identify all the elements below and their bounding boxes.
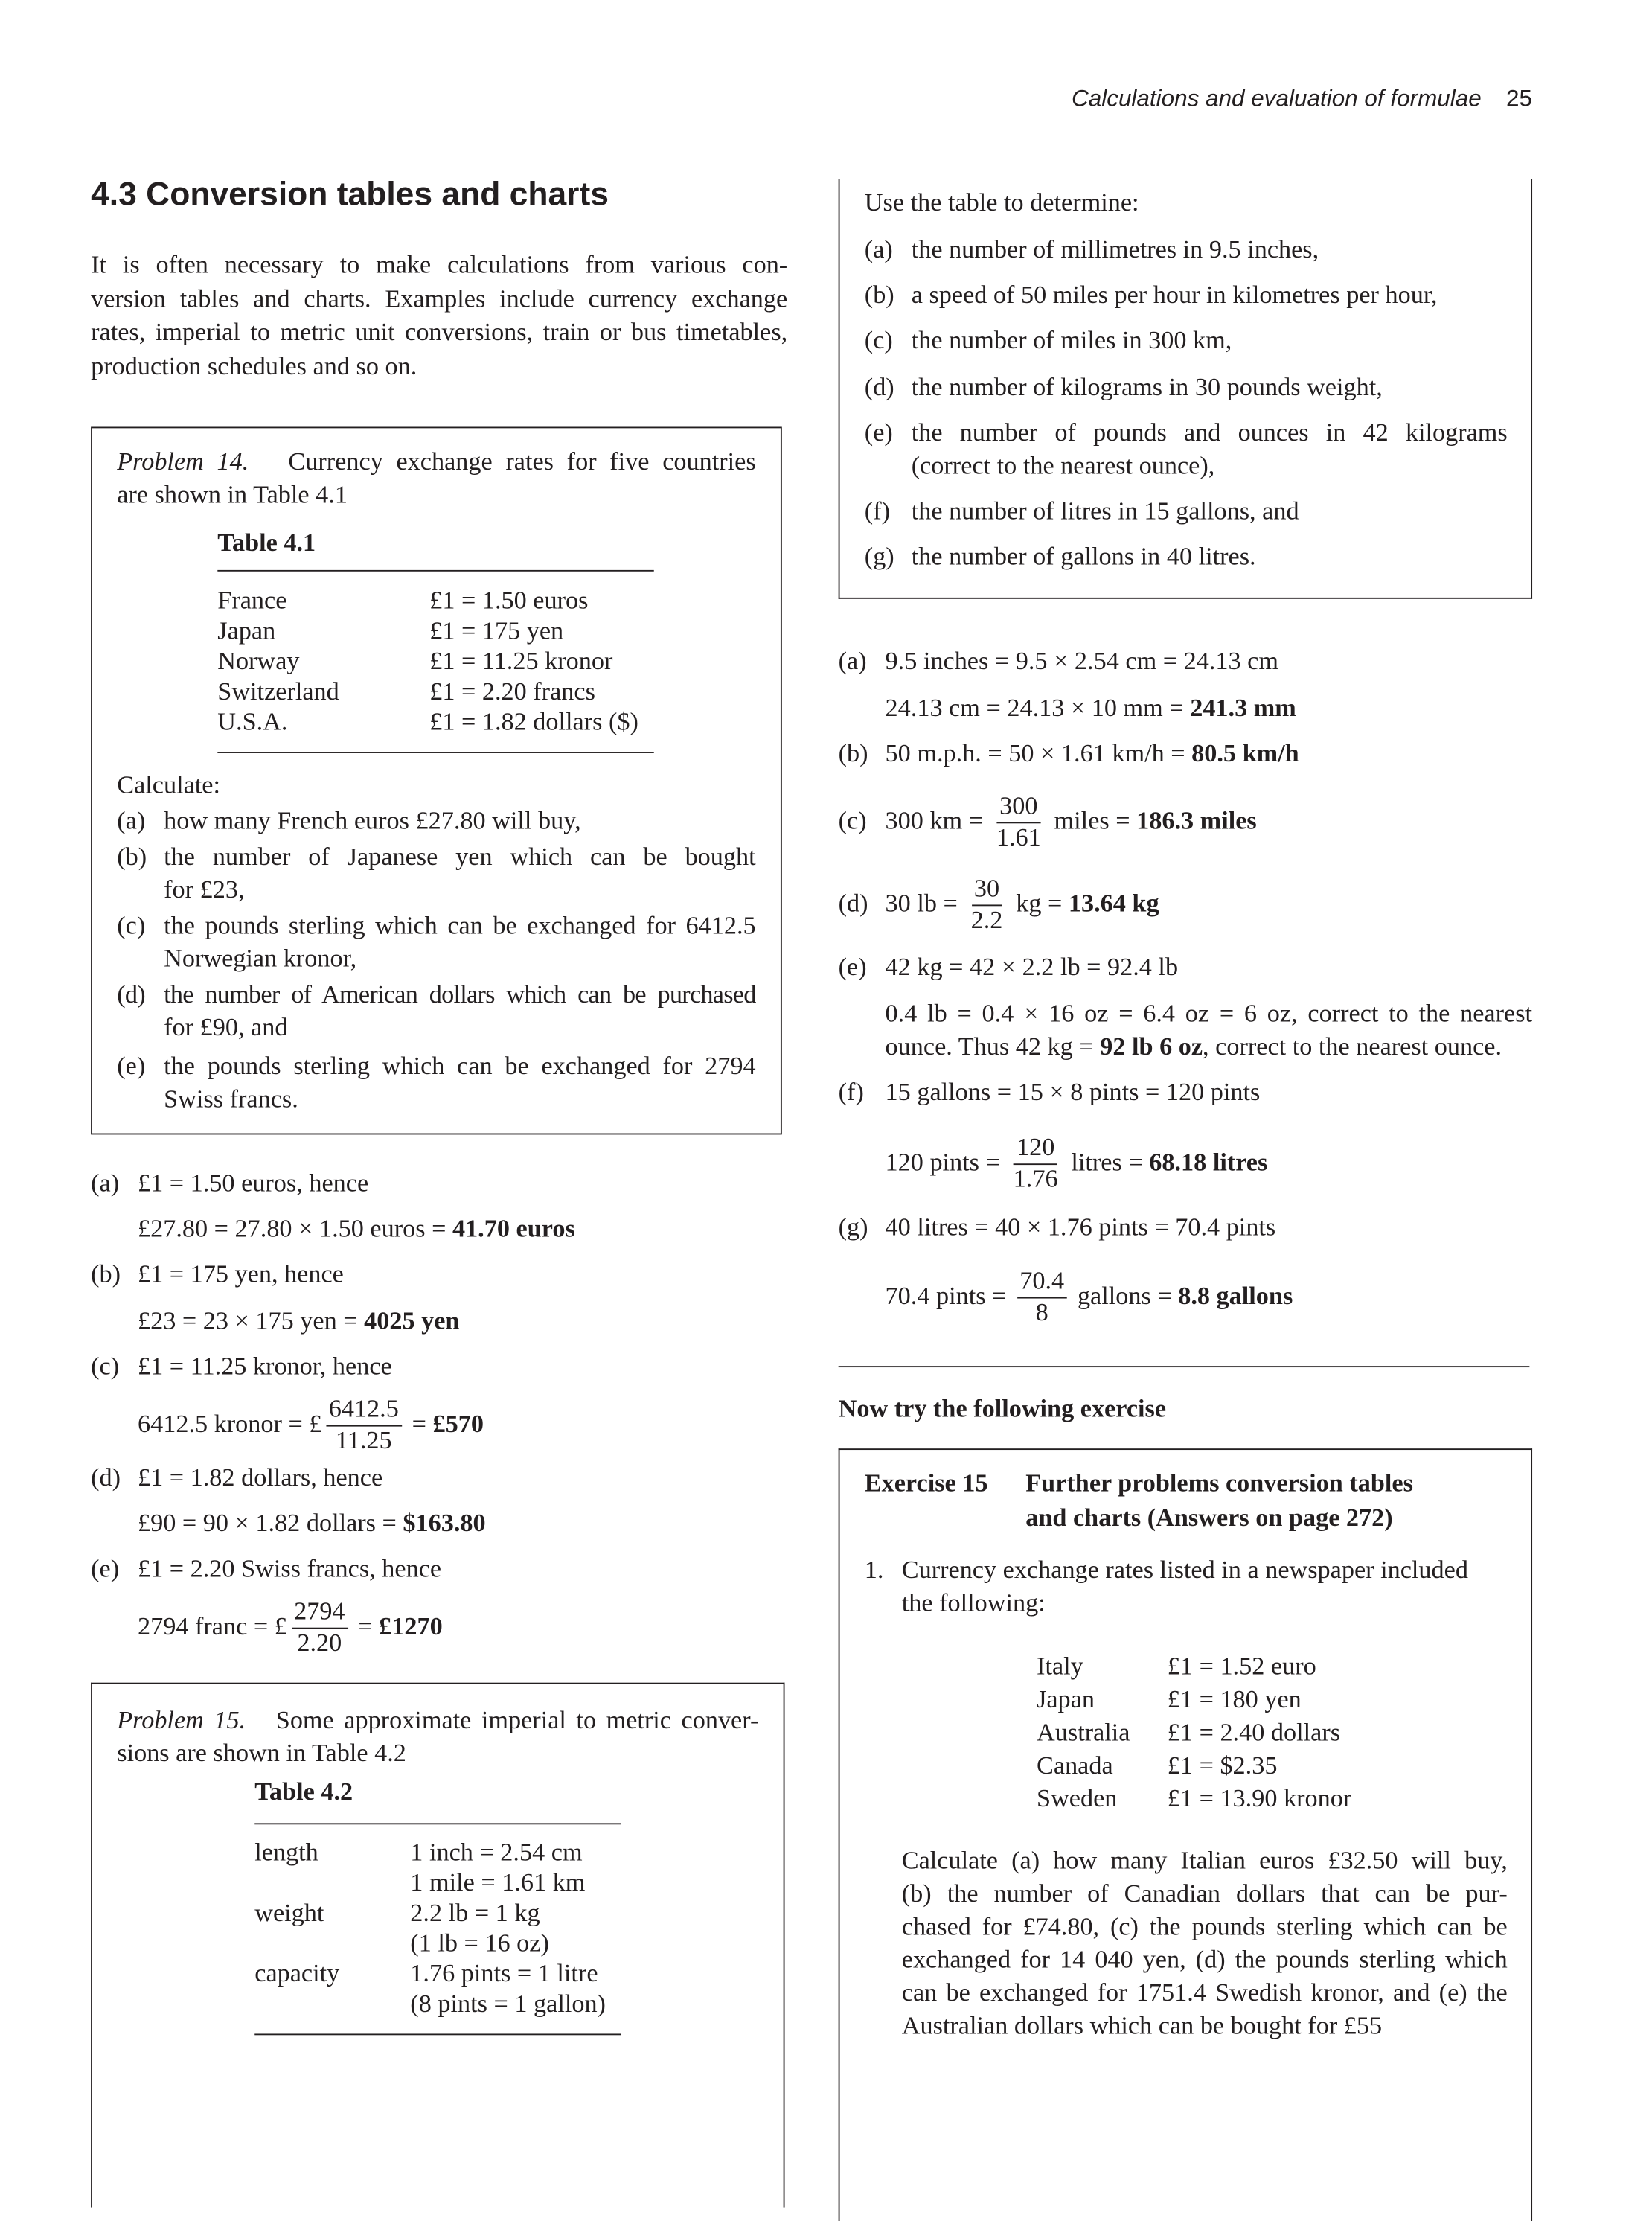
table-cell: £1 = 2.20 francs <box>429 679 595 707</box>
table-cell: £1 = 1.82 dollars ($) <box>429 709 638 737</box>
problem-item: (a) the number of millimetres in 9.5 inches, <box>864 237 1319 265</box>
fraction: $\frac{300}{1.61}$ <box>996 793 1041 853</box>
answer: 13.64 kg <box>1068 890 1159 918</box>
table-cell: Switzerland <box>217 679 339 707</box>
now-try-heading: Now try the following exercise <box>838 1396 1167 1424</box>
intro-line: It is often necessary to make calculations from various con- <box>91 252 788 280</box>
exercise-title: Further problems conversion tables <box>1025 1470 1413 1498</box>
problem-15-statement: sions are shown in Table 4.2 <box>117 1740 406 1768</box>
table-cell: £1 = 175 yen <box>429 618 564 646</box>
table-cell: Canada <box>1037 1753 1113 1781</box>
exercise-title: and charts (Answers on page 272) <box>1025 1505 1393 1533</box>
question-text: can be exchanged for 1751.4 Swedish kronor, and (e) the <box>901 1980 1508 2008</box>
solution-14d: (d) £1 = 1.82 dollars, hence <box>91 1465 383 1493</box>
solution-15e: (e) 42 kg = 42 × 2.2 lb = 92.4 lb <box>838 954 1179 982</box>
solution-14e: (e) £1 = 2.20 Swiss francs, hence <box>91 1556 442 1584</box>
table-cell: length <box>254 1839 318 1867</box>
table-cell: capacity <box>254 1960 340 1989</box>
solution-15a: (a) 9.5 inches = 9.5 × 2.54 cm = 24.13 cm <box>838 648 1278 677</box>
problem-item: (b) the number of Japanese yen which can be bought <box>117 844 756 872</box>
solution-14a: (a) £1 = 1.50 euros, hence <box>91 1170 369 1198</box>
answer: 4025 yen <box>364 1308 460 1336</box>
table-cell: Japan <box>1037 1687 1095 1715</box>
fraction: $\frac{70.4}{8}$ <box>1017 1267 1067 1329</box>
section-divider <box>839 1366 1530 1367</box>
problem-item: (b) a speed of 50 miles per hour in kilometres per hour, <box>864 282 1438 310</box>
table-cell: £1 = 13.90 kronor <box>1167 1786 1352 1814</box>
solution-14e-calc: 2794 franc = £ $\frac{2794}{2.20}$ = £1270 <box>138 1599 443 1658</box>
table-cell: £1 = $2.35 <box>1167 1753 1278 1781</box>
problem-item-cont: Swiss francs. <box>164 1086 298 1114</box>
fraction: $\frac{30}{2.2}$ <box>970 876 1003 936</box>
problem-item: (f) the number of litres in 15 gallons, and <box>864 498 1299 526</box>
fraction: $\frac{6412.5}{11.25}$ <box>326 1396 402 1457</box>
table-cell: £1 = 2.40 dollars <box>1167 1719 1341 1748</box>
answer: 80.5 km/h <box>1191 741 1299 769</box>
solution-15c: (c) 300 km = $\frac{300}{1.61}$ miles = 186.3 miles <box>838 793 1257 853</box>
question-text: the following: <box>901 1590 1046 1618</box>
solution-15e-answer: ounce. Thus 42 kg = 92 lb 6 oz, correct to the nearest ounce. <box>885 1034 1502 1062</box>
solution-14c: (c) £1 = 11.25 kronor, hence <box>91 1353 392 1381</box>
table-cell: Italy <box>1037 1653 1083 1681</box>
question-text: Calculate (a) how many Italian euros £32.50 will buy, <box>901 1847 1508 1876</box>
intro-line: production schedules and so on. <box>91 354 417 382</box>
problem-item: (a) how many French euros £27.80 will buy, <box>117 808 581 836</box>
solution-14a-calc: £27.80 = 27.80 × 1.50 euros = 41.70 euros <box>138 1215 575 1244</box>
solution-14d-calc: £90 = 90 × 1.82 dollars = $163.80 <box>138 1510 486 1538</box>
problem-15-intro: Use the table to determine: <box>864 190 1139 218</box>
solution-14b-calc: £23 = 23 × 175 yen = 4025 yen <box>138 1308 460 1336</box>
problem-item-cont: Norwegian kronor, <box>164 945 357 974</box>
page-number: 25 <box>1506 85 1533 112</box>
answer: 68.18 litres <box>1149 1149 1268 1177</box>
problem-item: (e) the number of pounds and ounces in 42 kilograms <box>864 420 1508 448</box>
fraction: $\frac{2794}{2.20}$ <box>291 1597 348 1659</box>
table-cell: (8 pints = 1 gallon) <box>410 1991 606 2019</box>
answer: $163.80 <box>403 1510 486 1538</box>
problem-item: (c) the pounds sterling which can be exchanged for 6412.5 <box>117 913 756 941</box>
table-cell: weight <box>254 1900 324 1928</box>
table-cell: £1 = 1.50 euros <box>429 587 589 616</box>
solution-15a-calc: 24.13 cm = 24.13 × 10 mm = 241.3 mm <box>885 695 1296 723</box>
problem-item-cont: (correct to the nearest ounce), <box>911 453 1215 481</box>
table-cell: France <box>217 587 287 616</box>
table-cell: £1 = 1.52 euro <box>1167 1653 1316 1681</box>
answer: 41.70 euros <box>452 1215 575 1244</box>
solution-15g: (g) 40 litres = 40 × 1.76 pints = 70.4 pints <box>838 1214 1276 1242</box>
table-cell: £1 = 180 yen <box>1167 1687 1302 1715</box>
problem-item: (g) the number of gallons in 40 litres. <box>864 543 1256 572</box>
calculate-label: Calculate: <box>117 772 220 800</box>
answer: £1270 <box>379 1614 443 1642</box>
solution-14b: (b) £1 = 175 yen, hence <box>91 1261 344 1289</box>
solution-14c-calc: 6412.5 kronor = £ $\frac{6412.5}{11.25}$ = £570 <box>138 1396 484 1456</box>
question-text: chased for £74.80, (c) the pounds sterling which can be <box>901 1914 1508 1942</box>
answer: 92 lb 6 oz <box>1100 1034 1203 1062</box>
problem-item: (c) the number of miles in 300 km, <box>864 327 1232 356</box>
answer: 241.3 mm <box>1190 695 1296 723</box>
solution-15g-calc: 70.4 pints = $\frac{70.4}{8}$ gallons = 8.8 gallons <box>885 1268 1293 1328</box>
question-text: (b) the number of Canadian dollars that can be pur- <box>901 1881 1508 1909</box>
question-text: Currency exchange rates listed in a newspaper included <box>901 1557 1468 1585</box>
table-cell: Sweden <box>1037 1786 1118 1814</box>
table-rule <box>254 1823 621 1824</box>
section-heading: 4.3 Conversion tables and charts <box>91 176 609 214</box>
answer: 186.3 miles <box>1136 808 1257 836</box>
table-rule <box>254 2033 621 2035</box>
problem-item-cont: for £90, and <box>164 1014 288 1043</box>
problem-item: (d) the number of American dollars which can be purchased <box>117 982 756 1010</box>
table-rule <box>217 752 653 753</box>
table-cell: £1 = 11.25 kronor <box>429 648 613 677</box>
table-rule <box>217 570 653 572</box>
question-text: exchanged for 14 040 yen, (d) the pounds sterling which <box>901 1946 1508 1975</box>
table-cell: Japan <box>217 618 276 646</box>
running-header <box>1072 81 1532 117</box>
table-cell: Norway <box>217 648 300 677</box>
table-cell: 1 inch = 2.54 cm <box>410 1839 583 1867</box>
problem-15-statement: Problem 15. Some approximate imperial to metric conver- <box>117 1707 759 1735</box>
problem-item: (e) the pounds sterling which can be exchanged for 2794 <box>117 1053 756 1081</box>
problem-14-statement: Problem 14. Currency exchange rates for five countries <box>117 449 756 477</box>
answer: 8.8 gallons <box>1178 1283 1293 1311</box>
problem-item-cont: for £23, <box>164 877 245 905</box>
table-cell: 2.2 lb = 1 kg <box>410 1900 540 1928</box>
answer: £570 <box>432 1411 484 1439</box>
question-text: Australian dollars which can be bought for £55 <box>901 2013 1383 2041</box>
question-number: 1. <box>864 1557 884 1585</box>
exercise-label: Exercise 15 <box>864 1470 988 1498</box>
table-cell: 1.76 pints = 1 litre <box>410 1960 598 1989</box>
problem-item: (d) the number of kilograms in 30 pounds weight, <box>864 374 1383 403</box>
table-4-1-title: Table 4.1 <box>217 530 316 558</box>
running-title: Calculations and evaluation of formulae <box>1072 85 1482 112</box>
table-cell: (1 lb = 16 oz) <box>410 1930 549 1958</box>
table-cell: Australia <box>1037 1719 1130 1748</box>
table-4-2-title: Table 4.2 <box>254 1779 353 1807</box>
solution-15e-calc: 0.4 lb = 0.4 × 16 oz = 6.4 oz = 6 oz, correct to the nearest <box>885 1000 1533 1029</box>
table-cell: U.S.A. <box>217 709 288 737</box>
solution-15f: (f) 15 gallons = 15 × 8 pints = 120 pints <box>838 1079 1261 1108</box>
solution-15b: (b) 50 m.p.h. = 50 × 1.61 km/h = 80.5 km/h <box>838 741 1299 769</box>
intro-line: rates, imperial to metric unit conversions, train or bus timetables, <box>91 319 788 348</box>
intro-line: version tables and charts. Examples include currency exchange <box>91 286 788 314</box>
solution-15f-calc: 120 pints = $\frac{120}{1.76}$ litres = 68.18 litres <box>885 1134 1268 1195</box>
fraction: $\frac{120}{1.76}$ <box>1013 1134 1058 1195</box>
solution-15d: (d) 30 lb = $\frac{30}{2.2}$ kg = 13.64 kg <box>838 876 1159 936</box>
problem-14-statement: are shown in Table 4.1 <box>117 482 348 510</box>
table-cell: 1 mile = 1.61 km <box>410 1870 586 1898</box>
